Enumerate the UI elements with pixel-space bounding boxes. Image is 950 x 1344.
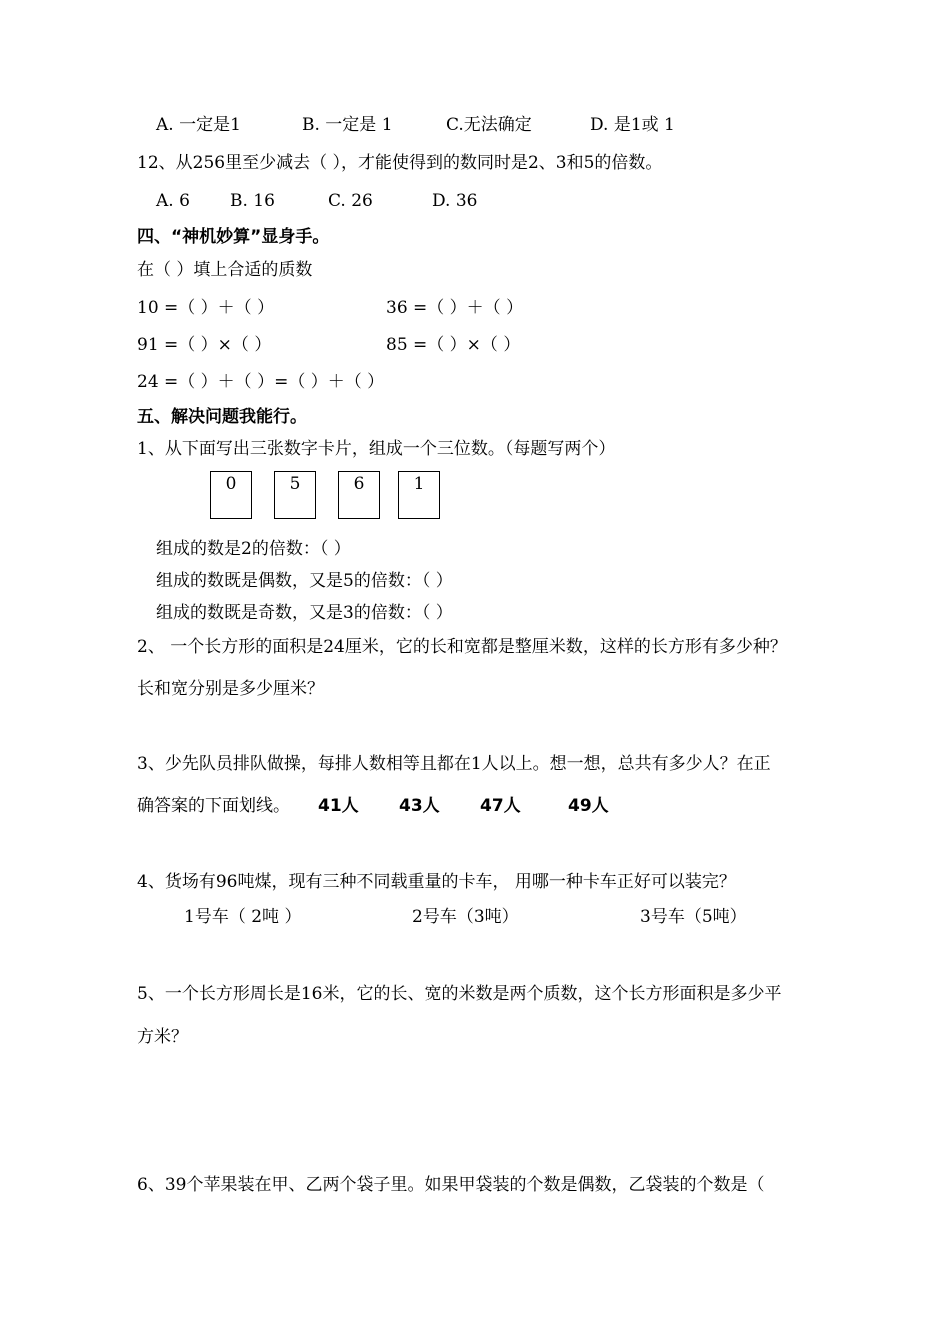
digit-card-0	[210, 471, 252, 519]
q5-3-text: 确答案的下面划线。	[137, 796, 290, 816]
section4-instruction: 在（ ）填上合适的质数	[137, 260, 313, 280]
q11-option-d: D. 是1或 1	[590, 115, 675, 135]
q5-2-line-2: 长和宽分别是多少厘米？	[137, 679, 324, 699]
q5-4-trucks	[0, 906, 950, 928]
truck-3: 3号车（5吨）	[640, 907, 747, 927]
q12-option-c: C. 26	[328, 191, 373, 211]
answer-43: 43人	[399, 796, 440, 816]
q12-option-b: B. 16	[230, 191, 275, 211]
digit-card-label: 1	[413, 474, 425, 494]
answer-41: 41人	[318, 796, 359, 816]
equation-85: 85 =（ ）×（ ）	[386, 335, 521, 355]
digit-card-label: 5	[289, 474, 301, 494]
answer-47: 47人	[480, 796, 521, 816]
q5-1-line-2: 组成的数既是偶数，又是5的倍数：（ ）	[156, 571, 453, 591]
q5-1-line-1: 组成的数是2的倍数：（ ）	[156, 539, 351, 559]
equation-row-2	[0, 334, 950, 356]
q5-1-line-3: 组成的数既是奇数，又是3的倍数：（ ）	[156, 603, 453, 623]
q5-5-line-2: 方米？	[137, 1027, 188, 1047]
answer-49: 49人	[568, 796, 609, 816]
q5-1-question: 1、从下面写出三张数字卡片，组成一个三位数。（每题写两个）	[137, 439, 616, 459]
equation-91: 91 =（ ）×（ ）	[137, 335, 272, 355]
digit-card-6	[338, 471, 380, 519]
equation-row-1	[0, 297, 950, 319]
q12-option-d: D. 36	[432, 191, 478, 211]
equation-24: 24 =（ ）＋（ ）=（ ）＋（ ）	[137, 372, 385, 392]
q5-3-line-2	[137, 795, 737, 817]
q5-6-question: 6、39个苹果装在甲、乙两个袋子里。如果甲袋装的个数是偶数，乙袋装的个数是（	[137, 1175, 765, 1195]
q11-option-b: B. 一定是 1	[302, 115, 393, 135]
q11-options	[0, 114, 950, 136]
q11-option-a: A. 一定是1	[156, 115, 241, 135]
truck-2: 2号车（3吨）	[412, 907, 519, 927]
q5-4-question: 4、货场有96吨煤，现有三种不同载重量的卡车， 用哪一种卡车正好可以装完？	[137, 872, 736, 892]
section4-title: 四、“神机妙算”显身手。	[137, 227, 330, 247]
q12-options	[0, 190, 950, 212]
q11-option-c: C.无法确定	[446, 115, 532, 135]
digit-card-5	[274, 471, 316, 519]
digit-card-1	[398, 471, 440, 519]
q5-2-line-1: 2、 一个长方形的面积是24厘米，它的长和宽都是整厘米数，这样的长方形有多少种？	[137, 637, 787, 657]
digit-card-label: 0	[225, 474, 237, 494]
equation-36: 36 =（ ）＋（ ）	[386, 298, 524, 318]
digit-card-label: 6	[353, 474, 365, 494]
q12-option-a: A. 6	[156, 191, 190, 211]
equation-10: 10 =（ ）＋（ ）	[137, 298, 275, 318]
q12-question: 12、从256里至少减去（ ），才能使得到的数同时是2、3和5的倍数。	[137, 153, 663, 173]
section5-title: 五、解决问题我能行。	[137, 407, 307, 427]
q5-3-line-1: 3、少先队员排队做操，每排人数相等且都在1人以上。想一想，总共有多少人？在正	[137, 754, 771, 774]
q5-5-line-1: 5、一个长方形周长是16米，它的长、宽的米数是两个质数，这个长方形面积是多少平	[137, 984, 782, 1004]
truck-1: 1号车（ 2吨 ）	[184, 907, 302, 927]
